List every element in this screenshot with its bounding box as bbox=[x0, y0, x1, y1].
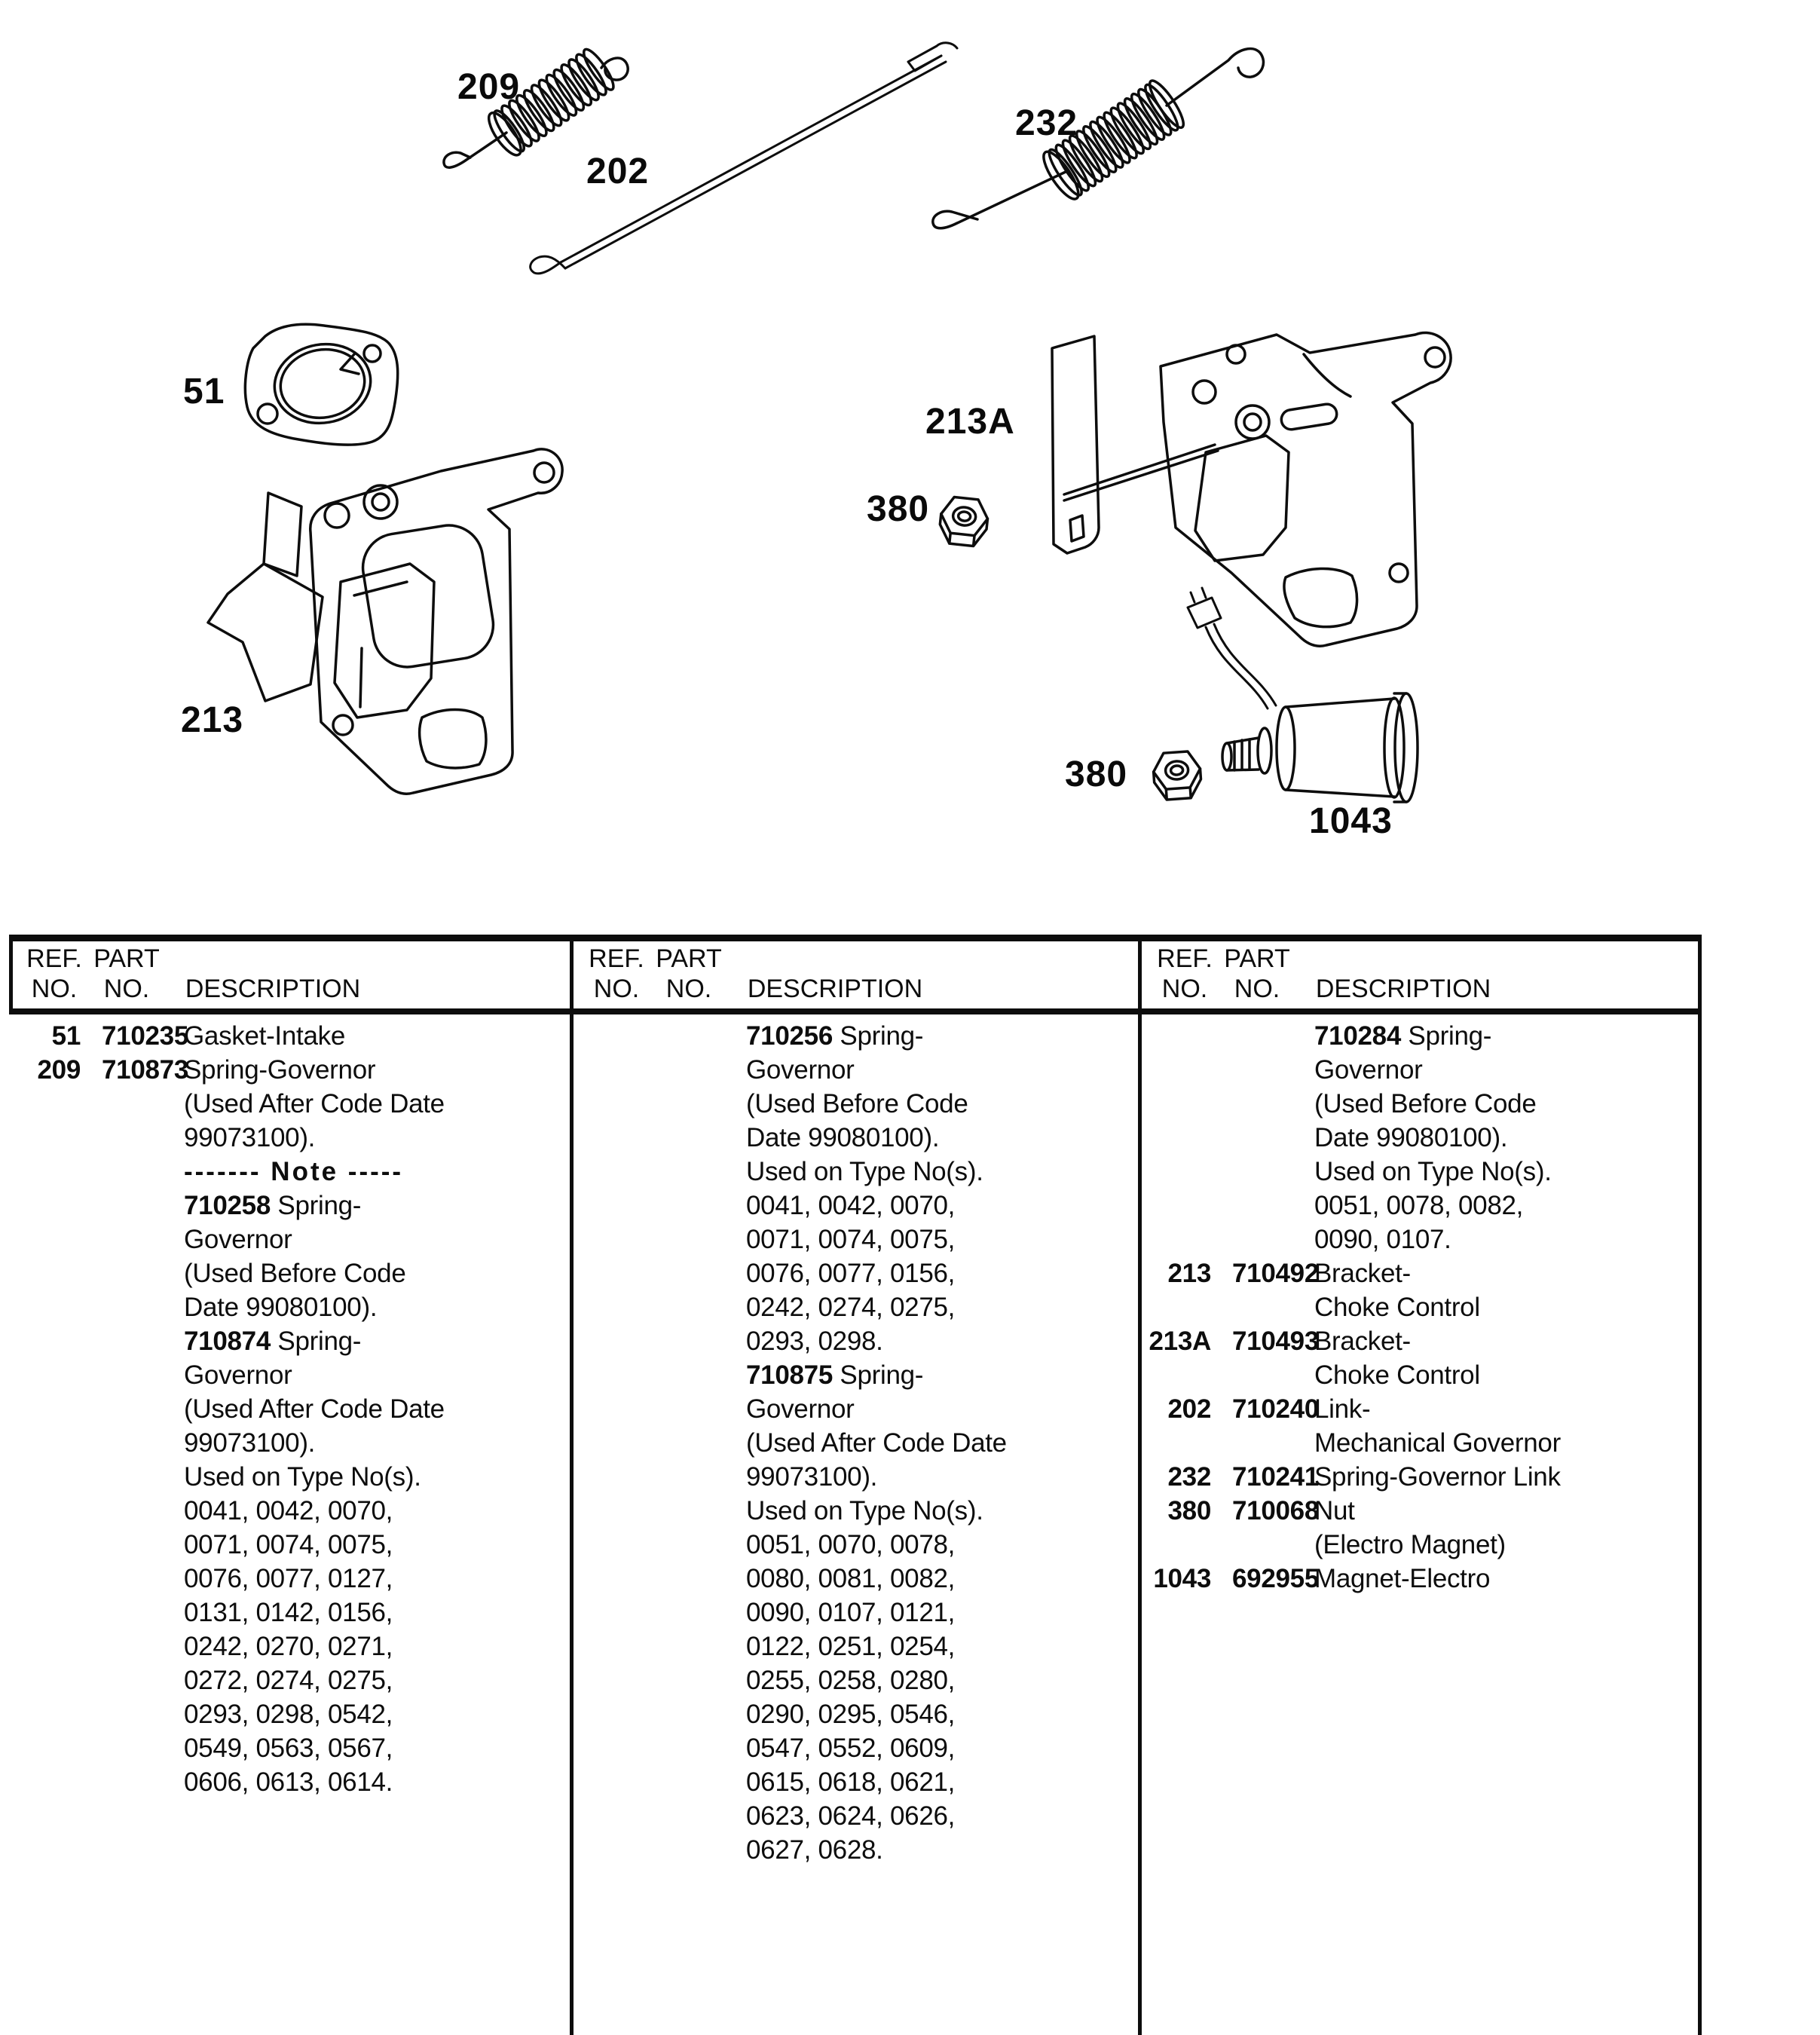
description-cell: 0255, 0258, 0280, bbox=[746, 1666, 956, 1695]
description-cell: (Used Before Code bbox=[1314, 1089, 1537, 1118]
ref-no-cell bbox=[1139, 1155, 1211, 1189]
part-no-cell bbox=[1211, 1121, 1305, 1155]
ref-no-cell bbox=[9, 1697, 81, 1731]
part-no-cell bbox=[81, 1697, 175, 1731]
ref-no-cell bbox=[571, 1189, 643, 1223]
part-no-cell bbox=[643, 1596, 737, 1630]
description-cell: Used on Type No(s). bbox=[1314, 1157, 1552, 1186]
callout-213: 213 bbox=[181, 700, 244, 740]
ref-no-cell bbox=[1139, 1426, 1211, 1460]
ref-no-cell bbox=[571, 1324, 643, 1358]
magnet-1043-drawing bbox=[1222, 693, 1418, 802]
description-cell: 710256 Spring- bbox=[746, 1021, 924, 1051]
part-no-cell bbox=[81, 1392, 175, 1426]
callout-232: 232 bbox=[1015, 103, 1078, 143]
description-cell: Date 99080100). bbox=[746, 1123, 940, 1152]
part-no-cell bbox=[643, 1019, 737, 1053]
ref-no-cell bbox=[571, 1460, 643, 1494]
ref-no-cell bbox=[571, 1019, 643, 1053]
part-no-cell: 692955 bbox=[1232, 1564, 1319, 1593]
part-no-cell bbox=[81, 1223, 175, 1256]
callout-51: 51 bbox=[183, 372, 225, 412]
ref-no-cell bbox=[571, 1392, 643, 1426]
description-cell: Bracket- bbox=[1314, 1259, 1411, 1288]
ref-no-cell bbox=[1139, 1019, 1211, 1053]
description-cell: 99073100). bbox=[184, 1428, 316, 1458]
parts-diagram bbox=[0, 0, 1820, 935]
part-no-cell: 710241 bbox=[1232, 1462, 1319, 1492]
description-cell: 99073100). bbox=[184, 1123, 316, 1152]
part-no-cell bbox=[643, 1630, 737, 1663]
ref-no-cell bbox=[571, 1087, 643, 1121]
callout-380-lower: 380 bbox=[1065, 754, 1128, 794]
description-cell: Used on Type No(s). bbox=[184, 1462, 421, 1492]
description-cell: Choke Control bbox=[1314, 1360, 1480, 1390]
part-no-cell bbox=[643, 1290, 737, 1324]
ref-no-cell bbox=[9, 1494, 81, 1528]
callout-380-upper: 380 bbox=[867, 489, 930, 529]
part-no-cell bbox=[643, 1426, 737, 1460]
description-cell: 0090, 0107. bbox=[1314, 1225, 1451, 1254]
ref-no-cell bbox=[9, 1290, 81, 1324]
ref-no-cell bbox=[9, 1460, 81, 1494]
part-no-cell bbox=[81, 1121, 175, 1155]
ref-no-cell: 209 bbox=[37, 1055, 81, 1085]
description-cell: 710874 Spring- bbox=[184, 1327, 362, 1356]
header-part-no: PART NO. bbox=[656, 944, 722, 1003]
description-cell: Used on Type No(s). bbox=[746, 1496, 983, 1525]
part-no-cell bbox=[643, 1223, 737, 1256]
part-no-cell: 710492 bbox=[1232, 1259, 1319, 1288]
description-cell: 0547, 0552, 0609, bbox=[746, 1734, 956, 1763]
description-cell: 0606, 0613, 0614. bbox=[184, 1767, 393, 1797]
header-ref-no: REF. NO. bbox=[26, 944, 82, 1003]
part-no-cell bbox=[1211, 1019, 1305, 1053]
description-cell: Magnet-Electro bbox=[1314, 1564, 1491, 1593]
magnet-wire-drawing bbox=[1188, 588, 1276, 708]
description-cell: Spring-Governor bbox=[184, 1055, 376, 1085]
part-no-cell bbox=[81, 1324, 175, 1358]
part-no-cell bbox=[1211, 1087, 1305, 1121]
table-column-group-1 bbox=[9, 1019, 568, 1799]
part-no-cell bbox=[81, 1630, 175, 1663]
part-no-cell bbox=[81, 1087, 175, 1121]
description-cell: 0122, 0251, 0254, bbox=[746, 1632, 956, 1661]
ref-no-cell bbox=[9, 1663, 81, 1697]
part-no-cell bbox=[81, 1562, 175, 1596]
description-cell: Governor bbox=[184, 1225, 292, 1254]
part-no-cell bbox=[1211, 1189, 1305, 1223]
part-no-cell: 710068 bbox=[1232, 1496, 1319, 1525]
part-no-cell bbox=[643, 1392, 737, 1426]
description-cell: 0041, 0042, 0070, bbox=[746, 1191, 956, 1220]
ref-no-cell bbox=[9, 1155, 81, 1189]
description-cell: 0071, 0074, 0075, bbox=[184, 1530, 393, 1559]
header-description: DESCRIPTION bbox=[747, 975, 923, 1003]
ref-no-cell bbox=[571, 1697, 643, 1731]
description-cell: Spring-Governor Link bbox=[1314, 1462, 1561, 1492]
ref-no-cell: 1043 bbox=[1153, 1564, 1211, 1593]
table-column-group-2 bbox=[571, 1019, 1130, 1867]
description-cell: (Used Before Code bbox=[184, 1259, 406, 1288]
ref-no-cell bbox=[9, 1528, 81, 1562]
ref-no-cell: 213 bbox=[1167, 1259, 1211, 1288]
gasket-51-drawing bbox=[245, 324, 397, 445]
description-cell: 0090, 0107, 0121, bbox=[746, 1598, 956, 1627]
description-cell: 0615, 0618, 0621, bbox=[746, 1767, 956, 1797]
description-cell: 0076, 0077, 0156, bbox=[746, 1259, 956, 1288]
description-cell: 0293, 0298, 0542, bbox=[184, 1700, 393, 1729]
part-no-cell bbox=[643, 1324, 737, 1358]
ref-no-cell bbox=[9, 1765, 81, 1799]
description-cell: 0242, 0270, 0271, bbox=[184, 1632, 393, 1661]
ref-no-cell bbox=[571, 1494, 643, 1528]
spring-232-drawing bbox=[933, 49, 1264, 228]
ref-no-cell bbox=[9, 1630, 81, 1663]
description-cell: 0041, 0042, 0070, bbox=[184, 1496, 393, 1525]
part-no-cell bbox=[643, 1833, 737, 1867]
header-description: DESCRIPTION bbox=[185, 975, 361, 1003]
part-no-cell bbox=[643, 1663, 737, 1697]
part-no-cell bbox=[81, 1290, 175, 1324]
ref-no-cell bbox=[571, 1630, 643, 1663]
ref-no-cell bbox=[1139, 1223, 1211, 1256]
ref-no-cell bbox=[571, 1426, 643, 1460]
description-cell: 0290, 0295, 0546, bbox=[746, 1700, 956, 1729]
header-part-no: PART NO. bbox=[1224, 944, 1290, 1003]
description-cell: 0242, 0274, 0275, bbox=[746, 1293, 956, 1322]
part-no-cell bbox=[643, 1765, 737, 1799]
nut-380-upper-drawing bbox=[938, 496, 990, 547]
ref-no-cell bbox=[571, 1121, 643, 1155]
description-cell: 710284 Spring- bbox=[1314, 1021, 1492, 1051]
part-no-cell bbox=[1211, 1053, 1305, 1087]
ref-no-cell bbox=[571, 1528, 643, 1562]
ref-no-cell bbox=[1139, 1528, 1211, 1562]
ref-no-cell bbox=[9, 1121, 81, 1155]
ref-no-cell bbox=[9, 1324, 81, 1358]
description-cell: 710875 Spring- bbox=[746, 1360, 924, 1390]
part-no-cell bbox=[643, 1799, 737, 1833]
description-cell: Governor bbox=[746, 1394, 855, 1424]
description-cell: 0051, 0078, 0082, bbox=[1314, 1191, 1524, 1220]
ref-no-cell bbox=[571, 1053, 643, 1087]
callout-1043: 1043 bbox=[1309, 801, 1393, 841]
description-cell: 0293, 0298. bbox=[746, 1327, 883, 1356]
ref-no-cell bbox=[571, 1833, 643, 1867]
part-no-cell bbox=[1211, 1223, 1305, 1256]
ref-no-cell bbox=[1139, 1358, 1211, 1392]
ref-no-cell bbox=[1139, 1290, 1211, 1324]
description-cell: Nut bbox=[1314, 1496, 1355, 1525]
part-no-cell bbox=[643, 1731, 737, 1765]
description-cell: Mechanical Governor bbox=[1314, 1428, 1561, 1458]
description-cell: Gasket-Intake bbox=[184, 1021, 345, 1051]
bracket-213-drawing bbox=[208, 449, 562, 794]
part-no-cell bbox=[1211, 1155, 1305, 1189]
part-no-cell bbox=[81, 1731, 175, 1765]
header-ref-no: REF. NO. bbox=[589, 944, 644, 1003]
ref-no-cell bbox=[571, 1155, 643, 1189]
ref-no-cell bbox=[9, 1223, 81, 1256]
description-cell: 0131, 0142, 0156, bbox=[184, 1598, 393, 1627]
part-no-cell: 710873 bbox=[102, 1055, 188, 1085]
ref-no-cell bbox=[9, 1562, 81, 1596]
table-header-left-edge bbox=[9, 935, 13, 1014]
description-cell: 0549, 0563, 0567, bbox=[184, 1734, 393, 1763]
description-cell: (Used After Code Date bbox=[746, 1428, 1007, 1458]
ref-no-cell bbox=[571, 1562, 643, 1596]
part-no-cell: 710235 bbox=[102, 1021, 188, 1051]
ref-no-cell: 202 bbox=[1167, 1394, 1211, 1424]
ref-no-cell bbox=[571, 1663, 643, 1697]
part-no-cell bbox=[81, 1256, 175, 1290]
header-description: DESCRIPTION bbox=[1315, 975, 1491, 1003]
ref-no-cell bbox=[9, 1256, 81, 1290]
part-no-cell bbox=[643, 1460, 737, 1494]
description-cell: ------- Note ----- bbox=[184, 1157, 404, 1186]
ref-no-cell bbox=[571, 1596, 643, 1630]
part-no-cell: 710240 bbox=[1232, 1394, 1319, 1424]
description-cell: Governor bbox=[746, 1055, 855, 1085]
part-no-cell bbox=[643, 1155, 737, 1189]
description-cell: 0071, 0074, 0075, bbox=[746, 1225, 956, 1254]
description-cell: (Used Before Code bbox=[746, 1089, 968, 1118]
description-cell: 0051, 0070, 0078, bbox=[746, 1530, 956, 1559]
description-cell: (Used After Code Date bbox=[184, 1089, 445, 1118]
part-no-cell bbox=[643, 1053, 737, 1087]
description-cell: 99073100). bbox=[746, 1462, 878, 1492]
description-cell: 0080, 0081, 0082, bbox=[746, 1564, 956, 1593]
nut-380-lower-drawing bbox=[1152, 751, 1202, 800]
ref-no-cell bbox=[9, 1358, 81, 1392]
part-no-cell bbox=[643, 1256, 737, 1290]
header-ref-no: REF. NO. bbox=[1157, 944, 1213, 1003]
ref-no-cell bbox=[9, 1392, 81, 1426]
part-no-cell bbox=[81, 1426, 175, 1460]
table-column-group-3 bbox=[1139, 1019, 1699, 1596]
ref-no-cell bbox=[571, 1358, 643, 1392]
part-no-cell bbox=[643, 1189, 737, 1223]
ref-no-cell bbox=[1139, 1087, 1211, 1121]
ref-no-cell: 51 bbox=[51, 1021, 81, 1051]
description-cell: Date 99080100). bbox=[1314, 1123, 1508, 1152]
ref-no-cell bbox=[9, 1596, 81, 1630]
part-no-cell bbox=[81, 1189, 175, 1223]
callout-213a: 213A bbox=[925, 402, 1015, 442]
ref-no-cell bbox=[571, 1256, 643, 1290]
description-cell: (Used After Code Date bbox=[184, 1394, 445, 1424]
description-cell: Bracket- bbox=[1314, 1327, 1411, 1356]
part-no-cell: 710493 bbox=[1232, 1327, 1319, 1356]
ref-no-cell: 232 bbox=[1167, 1462, 1211, 1492]
part-no-cell bbox=[643, 1528, 737, 1562]
ref-no-cell bbox=[9, 1087, 81, 1121]
description-cell: Governor bbox=[1314, 1055, 1423, 1085]
part-no-cell bbox=[1211, 1290, 1305, 1324]
ref-no-cell: 380 bbox=[1167, 1496, 1211, 1525]
part-no-cell bbox=[81, 1663, 175, 1697]
part-no-cell bbox=[643, 1697, 737, 1731]
part-no-cell bbox=[643, 1562, 737, 1596]
ref-no-cell bbox=[9, 1731, 81, 1765]
part-no-cell bbox=[643, 1358, 737, 1392]
part-no-cell bbox=[81, 1358, 175, 1392]
part-no-cell bbox=[643, 1121, 737, 1155]
part-no-cell bbox=[81, 1494, 175, 1528]
part-no-cell bbox=[81, 1765, 175, 1799]
description-cell: 710258 Spring- bbox=[184, 1191, 362, 1220]
ref-no-cell bbox=[1139, 1121, 1211, 1155]
part-no-cell bbox=[81, 1155, 175, 1189]
ref-no-cell bbox=[571, 1799, 643, 1833]
part-no-cell bbox=[81, 1460, 175, 1494]
table-header-separator bbox=[9, 1008, 1702, 1014]
part-no-cell bbox=[1211, 1528, 1305, 1562]
part-no-cell bbox=[643, 1494, 737, 1528]
callout-202: 202 bbox=[586, 151, 650, 191]
bracket-213a-drawing bbox=[1052, 332, 1451, 646]
ref-no-cell bbox=[571, 1290, 643, 1324]
ref-no-cell bbox=[9, 1189, 81, 1223]
ref-no-cell bbox=[1139, 1053, 1211, 1087]
callout-209: 209 bbox=[457, 67, 521, 107]
ref-no-cell bbox=[571, 1765, 643, 1799]
description-cell: Date 99080100). bbox=[184, 1293, 378, 1322]
description-cell: Used on Type No(s). bbox=[746, 1157, 983, 1186]
description-cell: 0627, 0628. bbox=[746, 1835, 883, 1865]
ref-no-cell bbox=[571, 1731, 643, 1765]
description-cell: Governor bbox=[184, 1360, 292, 1390]
table-top-border bbox=[9, 935, 1702, 941]
header-part-no: PART NO. bbox=[93, 944, 160, 1003]
part-no-cell bbox=[81, 1528, 175, 1562]
ref-no-cell: 213A bbox=[1149, 1327, 1211, 1356]
ref-no-cell bbox=[571, 1223, 643, 1256]
description-cell: 0623, 0624, 0626, bbox=[746, 1801, 956, 1831]
description-cell: (Electro Magnet) bbox=[1314, 1530, 1506, 1559]
part-no-cell bbox=[1211, 1426, 1305, 1460]
description-cell: Link- bbox=[1314, 1394, 1371, 1424]
part-no-cell bbox=[81, 1596, 175, 1630]
description-cell: Choke Control bbox=[1314, 1293, 1480, 1322]
part-no-cell bbox=[1211, 1358, 1305, 1392]
description-cell: 0272, 0274, 0275, bbox=[184, 1666, 393, 1695]
ref-no-cell bbox=[1139, 1189, 1211, 1223]
description-cell: 0076, 0077, 0127, bbox=[184, 1564, 393, 1593]
part-no-cell bbox=[643, 1087, 737, 1121]
ref-no-cell bbox=[9, 1426, 81, 1460]
